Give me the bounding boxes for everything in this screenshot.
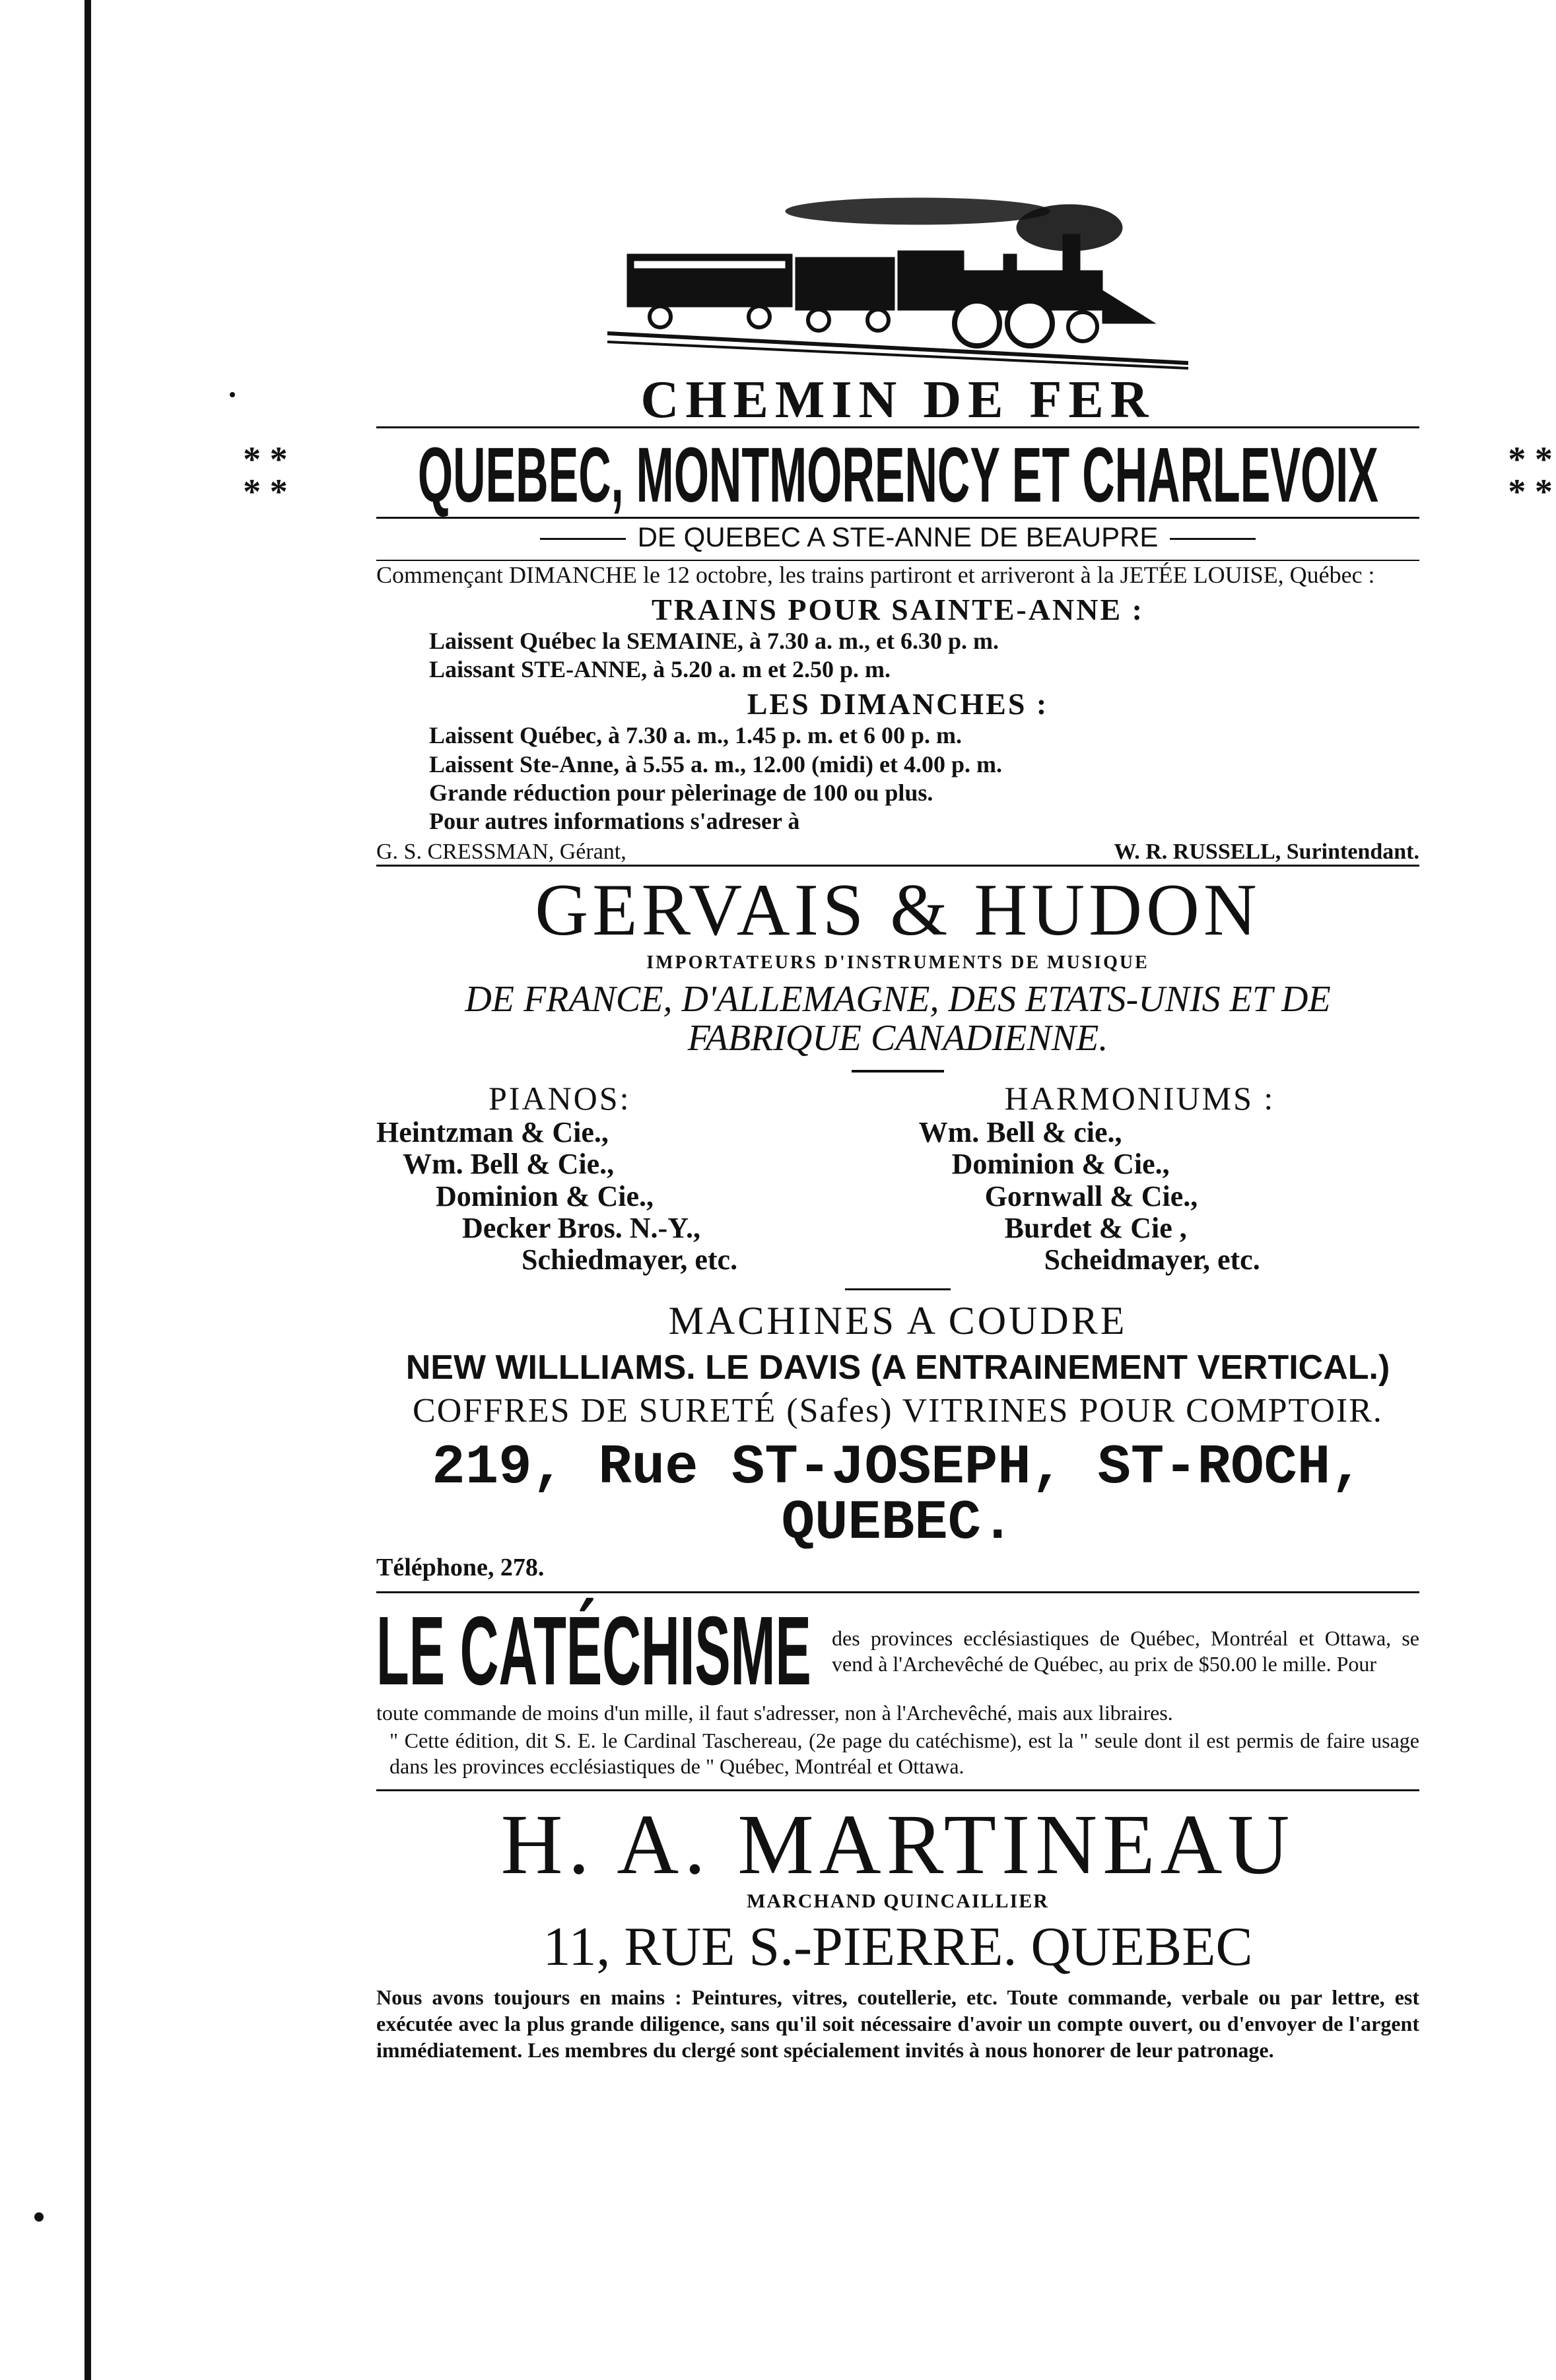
martineau-title: H. A. MARTINEAU [500,1797,1295,1892]
martineau-trade: MARCHAND QUINCAILLIER [747,1890,1049,1912]
sundays-heading: LES DIMANCHES : [747,687,1049,721]
route-line [376,521,1419,553]
machines-heading: MACHINES A COUDRE [668,1298,1128,1342]
sewing-machines-line: NEW WILLLIAMS. LE DAVIS (A ENTRAINEMENT VERTICAL.) [405,1348,1390,1387]
speck [34,2212,44,2222]
divider [376,1789,1419,1791]
harmoniums-title: HARMONIUMS : [1004,1079,1275,1117]
signature-superintendent: W. R. RUSSELL, Surintendant. [1114,840,1419,865]
pianos-title: PIANOS: [489,1079,631,1117]
gervais-title: GERVAIS & HUDON [535,869,1261,952]
list-item: Heintzman & Cie., [376,1115,609,1148]
schedule-line: Pour autres informations s'adreser à [429,808,800,835]
list-item: Dominion & Cie., [951,1148,1170,1181]
advertisement-page [243,191,1553,2063]
importers-line: IMPORTATEURS D'INSTRUMENTS DE MUSIQUE [646,952,1149,974]
catechisme-side-text: des provinces ecclésiastiques de Québec, Montréal et Ottawa, se vend à l'Archevêché de Québec, au prix de $50.00 le mille. Pour [832,1626,1419,1676]
list-item: Scheidmayer, etc. [1044,1243,1260,1276]
asterisk-ornament: * * * * [243,440,288,512]
schedule-line: Laissent Québec, à 7.30 a. m., 1.45 p. m. et 6 00 p. m. [429,722,962,749]
short-rule [845,1288,951,1290]
schedule-line: Laissent Ste-Anne, à 5.55 a. m., 12.00 (midi) et 4.00 p. m. [429,750,1002,777]
trains-heading: TRAINS POUR SAINTE-ANNE : [652,593,1144,627]
instrument-columns [376,1080,1419,1276]
catechisme-header [376,1596,1419,1705]
list-item: Wm. Bell & cie., [918,1115,1122,1148]
list-item: Decker Bros. N.-Y., [462,1211,700,1244]
schedule-line: Laissant STE-ANNE, à 5.20 a. m et 2.50 p. m. [429,656,891,683]
route-text: DE QUEBEC A STE-ANNE DE BEAUPRE [637,521,1159,552]
railway-name-row [243,432,1553,519]
dash-rule [540,538,626,540]
speck [230,392,235,397]
railway-name: QUEBEC, MONTMORENCY ET CHARLEVOIX [417,432,1378,519]
countries-line: DE FRANCE, D'ALLEMAGNE, DES ETATS-UNIS ET DE FABRIQUE CANADIENNE. [465,979,1331,1059]
short-rule [852,1070,944,1073]
schedule-line: Laissent Québec la SEMAINE, à 7.30 a. m., et 6.30 p. m. [429,628,999,655]
signature-manager: G. S. CRESSMAN, Gérant, [376,840,626,865]
catechisme-quote: " Cette édition, dit S. E. le Cardinal Taschereau, (2e page du catéchisme), est la " seule dont il est permis de faire usage dans les provinces ecclésiastiques de " Québec, Montréal et Ottawa. [389,1729,1419,1778]
safes-line: COFFRES DE SURETÉ (Safes) VITRINES POUR COMPTOIR. [413,1391,1383,1430]
list-item: Wm. Bell & Cie., [403,1148,615,1181]
page-edge-rule [85,0,91,2380]
dash-rule [1170,538,1256,540]
asterisk-ornament: * * * * [1508,440,1553,512]
pianos-column [376,1080,877,1276]
divider [376,865,1419,867]
gervais-address: 219, Rue ST-JOSEPH, ST-ROCH, QUEBEC. [432,1436,1364,1555]
schedule-line: Grande réduction pour pèlerinage de 100 ou plus. [429,779,933,806]
catechisme-title: LE CATÉCHISME [376,1596,811,1705]
divider [376,1591,1419,1593]
martineau-address: 11, RUE S.-PIERRE. QUEBEC [543,1915,1253,1977]
railway-title: CHEMIN DE FER [640,371,1155,429]
harmoniums-column [919,1080,1419,1276]
martineau-body: Nous avons toujours en mains : Peintures, vitres, coutellerie, etc. Toute commande, verbale ou par lettre, est exécutée avec la plus grande diligence, sans qu'il soit nécessaire d'avoir un compte ouvert, ou d'envoyer de l'argent immédiatement. Les membres du clergé sont spécialement invités à nous honorer de leur patronage. [376,1985,1419,2063]
locomotive-illustration [607,191,1188,370]
list-item: Burdet & Cie , [1004,1211,1187,1244]
list-item: Gornwall & Cie., [984,1179,1198,1212]
railway-intro: Commençant DIMANCHE le 12 octobre, les trains partiront et arriveront à la JETÉE LOUISE, Québec : [376,561,1375,588]
list-item: Schiedmayer, etc. [522,1243,738,1276]
catechisme-body: toute commande de moins d'un mille, il faut s'adresser, non à l'Archevêché, mais aux libraires. [376,1700,1173,1725]
telephone: Téléphone, 278. [376,1553,545,1581]
signatures [376,840,1419,865]
list-item: Dominion & Cie., [436,1179,654,1212]
